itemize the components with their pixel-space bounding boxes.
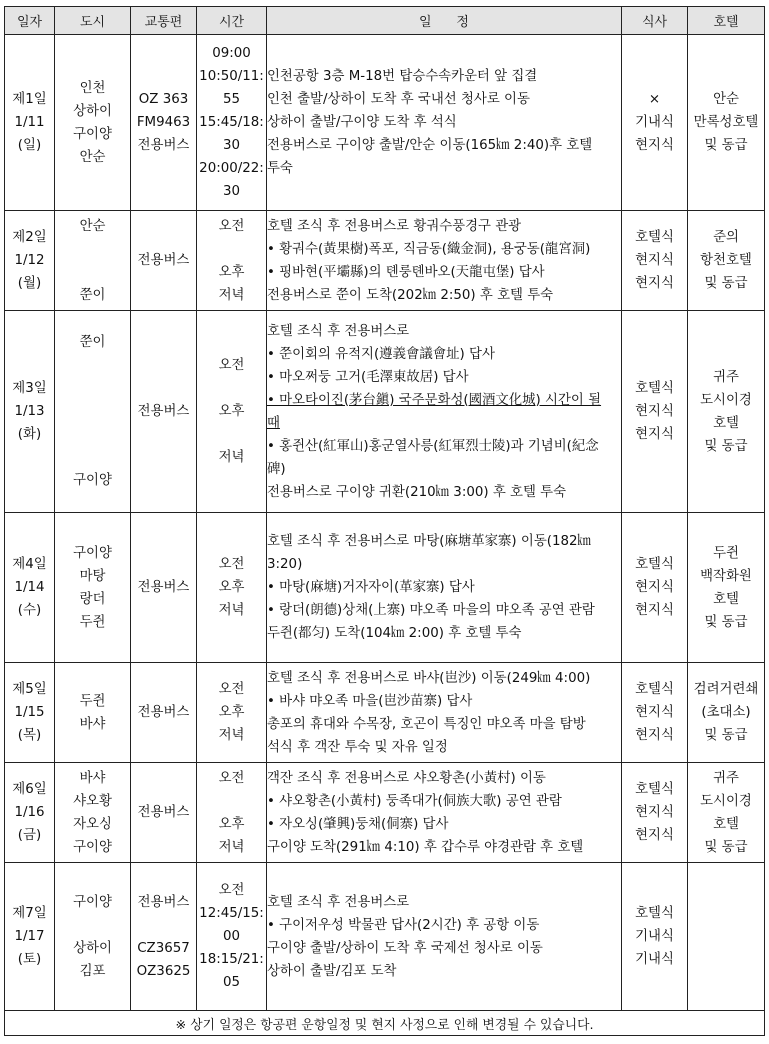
- time-line: 55: [222, 92, 241, 107]
- city-line: 상하이: [73, 940, 112, 956]
- day-cell: [5, 513, 55, 663]
- meal-line: 현지식: [635, 427, 674, 442]
- time-line: [197, 238, 266, 261]
- schedule-line: • 마오쩌둥 고거(毛澤東故居) 답사: [267, 369, 469, 385]
- city-line: 구이양: [73, 126, 112, 142]
- time-line: 저녁: [218, 728, 245, 743]
- city-line: 두쥔: [79, 614, 106, 630]
- day-row-3: [5, 311, 765, 513]
- day-row-2: [5, 211, 765, 311]
- city-cell: [55, 763, 131, 863]
- city-line: 랑더: [79, 591, 106, 607]
- schedule-line: • 구이저우성 박물관 답사(2시간) 후 공항 이동: [267, 917, 540, 933]
- city-cell: [55, 513, 131, 663]
- meal-line: 기내식: [635, 929, 674, 944]
- city-line: 마탕: [79, 568, 106, 584]
- day-cell: [5, 311, 55, 513]
- hotel-line: 호텔: [713, 415, 739, 431]
- header-transport: 교통편: [131, 7, 197, 35]
- hotel-line: 호텔: [713, 591, 739, 607]
- time-cell: [197, 35, 267, 211]
- hotel-cell: [688, 513, 765, 663]
- day-line: (월): [17, 276, 42, 291]
- header-row: [5, 7, 765, 35]
- day-line: 제5일: [12, 682, 47, 697]
- day-line: 1/14: [14, 580, 45, 595]
- time-line: 오전: [218, 358, 245, 373]
- meal-line: 호텔식: [635, 782, 674, 797]
- city-line: [55, 261, 130, 284]
- time-cell: [197, 211, 267, 311]
- time-line: 05: [222, 975, 241, 990]
- hotel-line: 항천호텔: [700, 253, 752, 268]
- meal-line: 현지식: [635, 728, 674, 743]
- time-line: 오전: [218, 218, 245, 234]
- hotel-cell: [688, 211, 765, 311]
- day-cell: [5, 663, 55, 763]
- schedule-line: • 랑더(朗德)상채(上寨) 먀오족 마을의 먀오족 공연 관람: [267, 603, 595, 618]
- meal-cell: [622, 311, 688, 513]
- time-line: 오후: [218, 264, 245, 280]
- transport-cell: [131, 211, 197, 311]
- header-time: 시간: [197, 7, 267, 35]
- meal-cell: [622, 863, 688, 1011]
- day-line: 제2일: [12, 230, 47, 245]
- schedule-line: 인천공항 3층 M-18번 탑승수속카운터 앞 집결: [267, 69, 538, 84]
- meal-line: 호텔식: [635, 682, 674, 697]
- hotel-cell: [688, 863, 765, 1011]
- schedule-line: 석식 후 객잔 투숙 및 자유 일정: [267, 739, 448, 755]
- transport-line: OZ3625: [136, 963, 191, 979]
- schedule-line: 전용버스로 쭌이 도착(202㎞ 2:50) 후 호텔 투숙: [267, 287, 554, 303]
- schedule-line: 투숙: [267, 161, 293, 176]
- day-cell: [5, 211, 55, 311]
- time-line: 저녁: [218, 603, 245, 618]
- time-line: 15:45/18:: [199, 115, 264, 130]
- schedule-line: 때: [267, 415, 280, 431]
- day-line: 1/15: [14, 705, 45, 720]
- transport-line: CZ3657: [137, 940, 190, 956]
- day-line: 제1일: [12, 92, 47, 107]
- city-line: 두쥔: [79, 693, 106, 709]
- header-day: 일자: [5, 7, 55, 35]
- day-line: 1/16: [14, 805, 45, 820]
- city-line: 구이양: [73, 473, 112, 488]
- city-line: [55, 400, 130, 423]
- hotel-line: 백작화원: [700, 568, 752, 584]
- day-line: 제4일: [12, 557, 47, 572]
- city-line: 안순: [79, 218, 106, 234]
- transport-cell: [131, 311, 197, 513]
- time-line: 30: [222, 184, 241, 199]
- city-cell: [55, 311, 131, 513]
- hotel-line: 두쥔: [713, 545, 739, 561]
- transport-cell: [131, 763, 197, 863]
- time-cell: [197, 663, 267, 763]
- meal-line: 현지식: [635, 253, 674, 268]
- day-line: (화): [17, 427, 42, 442]
- meal-cell: [622, 663, 688, 763]
- time-cell: [197, 513, 267, 663]
- city-line: 바샤: [79, 770, 106, 786]
- hotel-line: 도시이경: [700, 392, 752, 408]
- hotel-line: 및 동급: [704, 138, 748, 153]
- time-line: 30: [222, 138, 241, 153]
- city-line: 자오싱: [73, 816, 112, 832]
- day-row-1: [5, 35, 765, 211]
- time-line: 오전: [218, 557, 245, 572]
- city-line: 쭌이: [79, 335, 106, 350]
- hotel-line: 및 동급: [704, 614, 748, 630]
- hotel-cell: [688, 311, 765, 513]
- day-line: 1/13: [14, 404, 45, 419]
- time-line: 09:00: [212, 46, 251, 61]
- schedule-line: • 황궈수(黃果樹)폭포, 직금동(織金洞), 용궁동(龍宮洞): [267, 241, 591, 257]
- schedule-line: • 핑바현(平壩縣)의 톈룽톈바오(天龍屯堡) 답사: [267, 264, 545, 280]
- city-line: 샤오황: [73, 793, 112, 809]
- itinerary-table: [4, 6, 765, 1036]
- day-line: (토): [17, 952, 42, 967]
- time-line: 00: [222, 929, 241, 944]
- city-line: 인천: [79, 80, 106, 96]
- schedule-line: 두쥔(都匀) 도착(104㎞ 2:00) 후 호텔 투숙: [267, 626, 522, 641]
- hotel-cell: [688, 763, 765, 863]
- time-line: 저녁: [218, 287, 245, 303]
- meal-line: 호텔식: [635, 557, 674, 572]
- city-line: 김포: [79, 963, 106, 979]
- time-line: [197, 790, 266, 813]
- schedule-cell: [267, 211, 622, 311]
- time-line: 오전: [218, 883, 245, 898]
- meal-line: 현지식: [635, 805, 674, 820]
- time-cell: [197, 763, 267, 863]
- schedule-line: 전용버스로 구이양 귀환(210㎞ 3:00) 후 호텔 투숙: [267, 484, 567, 500]
- meal-line: 현지식: [635, 705, 674, 720]
- hotel-line: 검려거련쇄: [693, 682, 759, 697]
- day-line: 1/12: [14, 253, 45, 268]
- meal-line: 기내식: [635, 115, 674, 130]
- day-line: (목): [17, 728, 42, 743]
- transport-line: 전용버스: [137, 253, 190, 268]
- meal-line: 호텔식: [635, 906, 674, 921]
- transport-line: 전용버스: [137, 138, 190, 153]
- hotel-line: 및 동급: [704, 728, 748, 743]
- meal-line: ×: [648, 92, 661, 107]
- schedule-cell: [267, 763, 622, 863]
- transport-line: 전용버스: [137, 805, 190, 820]
- time-line: 저녁: [218, 839, 245, 855]
- meal-line: 현지식: [635, 276, 674, 291]
- header-schedule: 일 정: [267, 7, 622, 35]
- day-cell: [5, 763, 55, 863]
- schedule-line: • 바샤 먀오족 마을(岜沙苗寨) 답사: [267, 693, 473, 709]
- schedule-line: • 쭌이회의 유적지(遵義會議會址) 답사: [267, 346, 495, 362]
- time-cell: [197, 863, 267, 1011]
- hotel-line: (초대소): [701, 705, 751, 720]
- schedule-cell: [267, 35, 622, 211]
- city-line: [55, 446, 130, 469]
- day-line: 제6일: [12, 782, 47, 797]
- time-line: 오후: [218, 404, 245, 419]
- time-line: 12:45/15:: [199, 906, 264, 921]
- time-line: 오전: [218, 770, 245, 786]
- time-line: 오후: [218, 580, 245, 595]
- schedule-line: • 홍쥔산(紅軍山)홍군열사릉(紅軍烈士陵)과 기념비(紀念: [267, 438, 599, 454]
- schedule-line: • 마탕(麻塘)거자자이(革家寨) 답사: [267, 580, 475, 595]
- time-cell: [197, 311, 267, 513]
- city-line: 바샤: [79, 716, 106, 732]
- hotel-line: 및 동급: [704, 839, 748, 855]
- hotel-line: 준의: [713, 230, 739, 245]
- schedule-line: 호텔 조식 후 전용버스로: [267, 323, 410, 339]
- hotel-line: 안순: [713, 92, 739, 107]
- city-line: [55, 377, 130, 400]
- schedule-line: • 샤오황촌(小黃村) 둥족대가(侗族大歌) 공연 관람: [267, 793, 562, 809]
- day-line: (금): [17, 828, 42, 843]
- meal-line: 현지식: [635, 580, 674, 595]
- city-line: [55, 914, 130, 937]
- city-line: [55, 423, 130, 446]
- city-line: 구이양: [73, 545, 112, 561]
- schedule-line: 전용버스로 구이양 출발/안순 이동(165㎞ 2:40)후 호텔: [267, 138, 593, 153]
- day-line: 1/17: [14, 929, 45, 944]
- schedule-line: 구이양 도착(291㎞ 4:10) 후 갑수루 야경관람 후 호텔: [267, 839, 584, 855]
- meal-line: 현지식: [635, 828, 674, 843]
- meal-line: 현지식: [635, 138, 674, 153]
- city-cell: [55, 863, 131, 1011]
- time-line: 오후: [218, 705, 245, 720]
- meal-line: 기내식: [635, 952, 674, 967]
- day-row-4: [5, 513, 765, 663]
- transport-line: FM9463: [136, 115, 191, 130]
- meal-cell: [622, 35, 688, 211]
- itinerary-body: [5, 35, 765, 1011]
- schedule-line: 호텔 조식 후 전용버스로: [267, 894, 410, 910]
- transport-line: [131, 914, 196, 937]
- city-line: 상하이: [73, 103, 112, 119]
- meal-cell: [622, 513, 688, 663]
- schedule-cell: [267, 311, 622, 513]
- time-line: 20:00/22:: [199, 161, 264, 176]
- header-meal: 식사: [622, 7, 688, 35]
- city-line: 구이양: [73, 894, 112, 910]
- day-cell: [5, 863, 55, 1011]
- day-cell: [5, 35, 55, 211]
- time-line: [197, 423, 266, 446]
- schedule-line: 호텔 조식 후 전용버스로 마탕(麻塘革家寨) 이동(182㎞: [267, 534, 591, 549]
- day-line: (일): [17, 138, 42, 153]
- header-hotel: 호텔: [688, 7, 765, 35]
- city-line: [55, 238, 130, 261]
- hotel-line: 및 동급: [704, 438, 748, 454]
- time-line: 오전: [218, 682, 245, 697]
- transport-line: 전용버스: [137, 894, 190, 910]
- transport-line: 전용버스: [137, 404, 190, 419]
- schedule-line: • 자오싱(肇興)둥채(侗寨) 답사: [267, 816, 449, 832]
- meal-line: 현지식: [635, 603, 674, 618]
- schedule-line: 상하이 출발/김포 도착: [267, 963, 397, 979]
- day-line: (수): [17, 603, 42, 618]
- footnote: ※ 상기 일정은 항공편 운항일정 및 현지 사정으로 인해 변경될 수 있습니다.: [5, 1011, 765, 1036]
- transport-line: 전용버스: [137, 580, 190, 595]
- city-cell: [55, 663, 131, 763]
- time-line: [197, 377, 266, 400]
- transport-cell: [131, 863, 197, 1011]
- meal-line: 호텔식: [635, 230, 674, 245]
- footnote-row: [5, 1011, 765, 1036]
- day-line: 제7일: [12, 906, 47, 921]
- transport-line: 전용버스: [137, 705, 190, 720]
- time-line: 오후: [218, 816, 245, 832]
- day-line: 1/11: [14, 115, 45, 130]
- hotel-line: 도시이경: [700, 793, 752, 809]
- day-row-6: [5, 763, 765, 863]
- meal-line: 호텔식: [635, 381, 674, 396]
- schedule-cell: [267, 513, 622, 663]
- city-cell: [55, 35, 131, 211]
- schedule-cell: [267, 863, 622, 1011]
- schedule-cell: [267, 663, 622, 763]
- schedule-line: 상하이 출발/구이양 도착 후 석식: [267, 115, 457, 130]
- city-cell: [55, 211, 131, 311]
- city-line: 안순: [79, 149, 106, 165]
- hotel-line: 호텔: [713, 816, 739, 832]
- transport-cell: [131, 35, 197, 211]
- time-line: 10:50/11:: [199, 69, 264, 84]
- city-line: 구이양: [73, 839, 112, 855]
- schedule-line: 호텔 조식 후 전용버스로 황궈수풍경구 관광: [267, 218, 522, 234]
- header-city: 도시: [55, 7, 131, 35]
- schedule-line: 3:20): [267, 557, 303, 572]
- hotel-cell: [688, 35, 765, 211]
- hotel-line: 및 동급: [704, 276, 748, 291]
- time-line: 18:15/21:: [199, 952, 264, 967]
- transport-cell: [131, 513, 197, 663]
- schedule-line: • 마오타이진(茅台鎭) 국주문화성(國酒文化城) 시간이 될: [267, 392, 602, 408]
- city-line: [55, 354, 130, 377]
- hotel-line: 귀주: [713, 770, 739, 786]
- schedule-line: 碑): [267, 461, 286, 477]
- schedule-line: 객잔 조식 후 전용버스로 샤오황촌(小黃村) 이동: [267, 770, 546, 786]
- transport-cell: [131, 663, 197, 763]
- day-line: 제3일: [12, 381, 47, 396]
- hotel-cell: [688, 663, 765, 763]
- hotel-line: 귀주: [713, 369, 739, 385]
- schedule-line: 총포의 휴대와 수목장, 호곤이 특징인 먀오족 마을 탐방: [267, 716, 586, 732]
- day-row-7: [5, 863, 765, 1011]
- meal-cell: [622, 763, 688, 863]
- city-line: 쭌이: [79, 287, 106, 303]
- schedule-line: 구이양 출발/상하이 도착 후 국제선 청사로 이동: [267, 940, 543, 956]
- transport-line: OZ 363: [138, 92, 189, 107]
- schedule-line: 호텔 조식 후 전용버스로 바샤(岜沙) 이동(249㎞ 4:00): [267, 670, 591, 686]
- hotel-line: 만록성호텔: [693, 115, 759, 130]
- meal-cell: [622, 211, 688, 311]
- schedule-line: 인천 출발/상하이 도착 후 국내선 청사로 이동: [267, 92, 530, 107]
- time-line: 저녁: [218, 450, 245, 465]
- day-row-5: [5, 663, 765, 763]
- meal-line: 현지식: [635, 404, 674, 419]
